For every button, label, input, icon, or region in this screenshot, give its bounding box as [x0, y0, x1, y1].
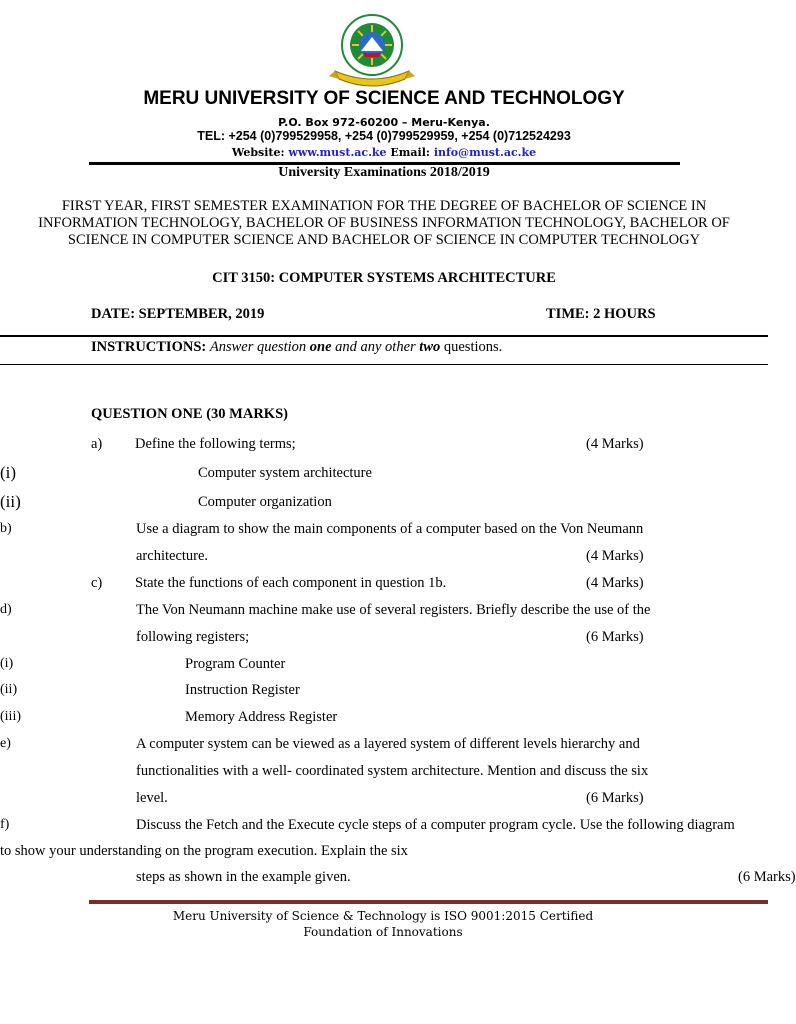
- item-a-marks: (4 Marks): [586, 436, 644, 452]
- postal-address: P.O. Box 972-60200 – Meru-Kenya.: [278, 116, 490, 129]
- item-d-label: d): [0, 602, 12, 617]
- item-d-ii-label: (ii): [0, 682, 18, 697]
- instructions-top-rule: [0, 335, 768, 337]
- question-one-title: QUESTION ONE (30 MARKS): [91, 406, 288, 422]
- instructions-part-2: and any other: [335, 339, 416, 355]
- instructions-label: INSTRUCTIONS:: [91, 339, 207, 355]
- item-c-label: c): [91, 575, 103, 591]
- university-logo: [329, 13, 415, 85]
- exam-session: University Examinations 2018/2019: [278, 165, 490, 180]
- item-b-label: b): [0, 521, 12, 536]
- telephone-line: TEL: +254 (0)799529958, +254 (0)799529959, +254 (0)712524293: [197, 129, 571, 143]
- item-f-text-1: Discuss the Fetch and the Execute cycle steps of a computer program cycle. Use the following diagram: [136, 817, 735, 833]
- item-f-marks: (6 Marks): [738, 869, 796, 885]
- item-a-label: a): [91, 436, 103, 452]
- item-d-text-2: following registers;: [136, 629, 250, 645]
- instructions-part-1: Answer question: [209, 339, 307, 355]
- footer-certification: Meru University of Science & Technology is ISO 9001:2015 Certified: [172, 909, 594, 923]
- instructions-part-3: questions.: [443, 339, 503, 355]
- email-label: Email:: [390, 146, 430, 159]
- footer-motto: Foundation of Innovations: [303, 925, 463, 939]
- item-b-marks: (4 Marks): [586, 548, 644, 564]
- item-f-text-2: to show your understanding on the program execution. Explain the six: [0, 843, 408, 859]
- website-link[interactable]: www.must.ac.ke: [288, 146, 387, 159]
- instructions-one: one: [309, 339, 332, 355]
- website-label: Website:: [231, 146, 285, 159]
- item-d-marks: (6 Marks): [586, 629, 644, 645]
- item-d-i-label: (i): [0, 656, 14, 671]
- email-link[interactable]: info@must.ac.ke: [433, 146, 537, 159]
- item-d-ii-text: Instruction Register: [185, 682, 300, 698]
- item-f-label: f): [0, 817, 10, 832]
- footer-divider: [89, 900, 768, 904]
- university-name: MERU UNIVERSITY OF SCIENCE AND TECHNOLOGY: [143, 88, 625, 109]
- item-a-ii-text: Computer organization: [198, 494, 332, 510]
- item-d-iii-label: (iii): [0, 709, 21, 724]
- exam-date: DATE: SEPTEMBER, 2019: [91, 306, 265, 322]
- course-title: CIT 3150: COMPUTER SYSTEMS ARCHITECTURE: [212, 270, 556, 286]
- item-d-iii-text: Memory Address Register: [185, 709, 338, 725]
- item-e-text-2: functionalities with a well- coordinated system architecture. Mention and discuss the six: [136, 763, 649, 779]
- instructions-two: two: [419, 339, 441, 355]
- item-c-marks: (4 Marks): [586, 575, 644, 591]
- item-f-text-3: steps as shown in the example given.: [136, 869, 351, 885]
- degree-title: FIRST YEAR, FIRST SEMESTER EXAMINATION FOR THE DEGREE OF BACHELOR OF SCIENCE IN INFORMATION TECHNOLOGY, BACHELOR OF BUSINESS INFORMATION TECHNOLOGY, BACHELOR OF SCIENCE IN COMPUTER SCIENCE AND BACHELOR OF SCIENCE IN COMPUTER TECHNOLOGY: [38, 198, 730, 248]
- instructions-bottom-rule: [0, 364, 768, 365]
- item-d-i-text: Program Counter: [185, 656, 286, 672]
- item-c-text: State the functions of each component in question 1b.: [135, 575, 447, 591]
- item-e-label: e): [0, 736, 11, 751]
- item-a-text: Define the following terms;: [135, 436, 296, 452]
- item-d-text-1: The Von Neumann machine make use of several registers. Briefly describe the use of the: [136, 602, 651, 618]
- item-b-text-1: Use a diagram to show the main components of a computer based on the Von Neumann: [136, 521, 644, 537]
- item-e-marks: (6 Marks): [586, 790, 644, 806]
- item-e-text-3: level.: [136, 790, 168, 806]
- item-e-text-1: A computer system can be viewed as a layered system of different levels hierarchy and: [136, 736, 640, 752]
- website-email-line: [0, 146, 768, 159]
- item-b-text-2: architecture.: [136, 548, 209, 564]
- item-a-ii-label: (ii): [0, 492, 21, 511]
- instructions: [91, 339, 502, 356]
- exam-time: TIME: 2 HOURS: [546, 306, 656, 322]
- item-a-i-label: (i): [0, 463, 17, 482]
- item-a-i-text: Computer system architecture: [198, 465, 372, 481]
